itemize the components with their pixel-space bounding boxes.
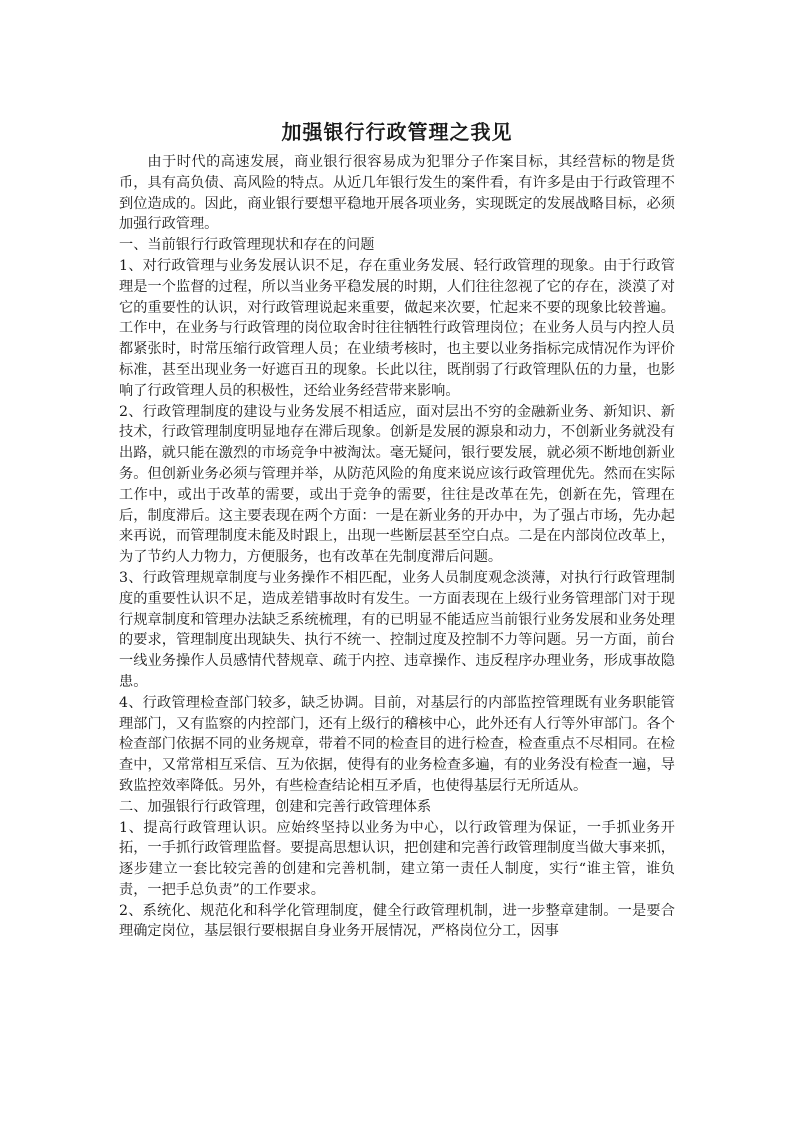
paragraph-1-1: 1、对行政管理与业务发展认识不足，存在重业务发展、轻行政管理的现象。由于行政管理是一个监督的过程，所以当业务平稳发展的时期，人们往往忽视了它的存在，淡漠了对它的重要性的认识，对行政管理说起来重要，做起来次要，忙起来不要的现象比较普遍。工作中，在业务与行政管理的岗位取舍时往往牺牲行政管理岗位；在业务人员与内控人员都紧张时，时常压缩行政管理人员；在业绩考核时，也主要以业务指标完成情况作为评价标准，甚至出现业务一好遮百丑的现象。长此以往，既削弱了行政管理队伍的力量，也影响了行政管理人员的积极性，还给业务经营带来影响。 — [119, 257, 675, 399]
intro-paragraph: 由于时代的高速发展，商业银行很容易成为犯罪分子作案目标，其经营标的物是货币，具有高负债、高风险的特点。从近几年银行发生的案件看，有许多是由于行政管理不到位造成的。因此，商业银行要想平稳地开展各项业务，实现既定的发展战略目标，必须加强行政管理。 — [119, 154, 675, 233]
paragraph-1-4: 4、行政管理检查部门较多，缺乏协调。目前，对基层行的内部监控管理既有业务职能管理部门，又有监察的内控部门，还有上级行的稽核中心，此外还有人行等外审部门。各个检查部门依据不同的业务规章，带着不同的检查目的进行检查，检查重点不尽相同。在检查中，又常常相互采信、互为依据，使得有的业务检查多遍，有的业务没有检查一遍，导致监控效率降低。另外，有些检查结论相互矛盾，也使得基层行无所适从。 — [119, 694, 675, 794]
document-title: 加强银行行政管理之我见 — [281, 120, 513, 144]
section-heading-2: 二、加强银行行政管理，创建和完善行政管理体系 — [119, 798, 432, 815]
paragraph-2-1: 1、提高行政管理认识。应始终坚持以业务为中心，以行政管理为保证，一手抓业务开拓，一手抓行政管理监督。要提高思想认识，把创建和完善行政管理制度当做大事来抓，逐步建立一套比较完善的创建和完善机制，建立第一责任人制度，实行“谁主管，谁负责，一把手总负责”的工作要求。 — [119, 819, 675, 898]
paragraph-2-2: 2、系统化、规范化和科学化管理制度，健全行政管理机制，进一步整章建制。一是要合理确定岗位，基层银行要根据自身业务开展情况，严格岗位分工，因事 — [119, 902, 675, 940]
section-heading-1: 一、当前银行行政管理现状和存在的问题 — [119, 237, 375, 254]
paragraph-1-2: 2、行政管理制度的建设与业务发展不相适应，面对层出不穷的金融新业务、新知识、新技术，行政管理制度明显地存在滞后现象。创新是发展的源泉和动力，不创新业务就没有出路，就只能在激烈的市场竞争中被淘汰。毫无疑问，银行要发展，就必须不断地创新业务。但创新业务必须与管理并举，从防范风险的角度来说应该行政管理优先。然而在实际工作中，或出于改革的需要，或出于竞争的需要，往往是改革在先，创新在先，管理在后，制度滞后。这主要表现在两个方面：一是在新业务的开办中，为了强占市场，先办起来再说，而管理制度未能及时跟上，出现一些断层甚至空白点。二是在内部岗位改革上，为了节约人力物力，方便服务，也有改革在先制度滞后问题。 — [119, 403, 675, 566]
paragraph-1-3: 3、行政管理规章制度与业务操作不相匹配，业务人员制度观念淡薄，对执行行政管理制度的重要性认识不足，造成差错事故时有发生。一方面表现在上级行业务管理部门对于现行规章制度和管理办法缺乏系统梳理，有的已明显不能适应当前银行业务发展和业务处理的要求，管理制度出现缺失、执行不统一、控制过度及控制不力等问题。另一方面，前台一线业务操作人员感情代替规章、疏于内控、违章操作、违反程序办理业务，形成事故隐患。 — [119, 569, 675, 690]
document-page — [119, 118, 675, 942]
